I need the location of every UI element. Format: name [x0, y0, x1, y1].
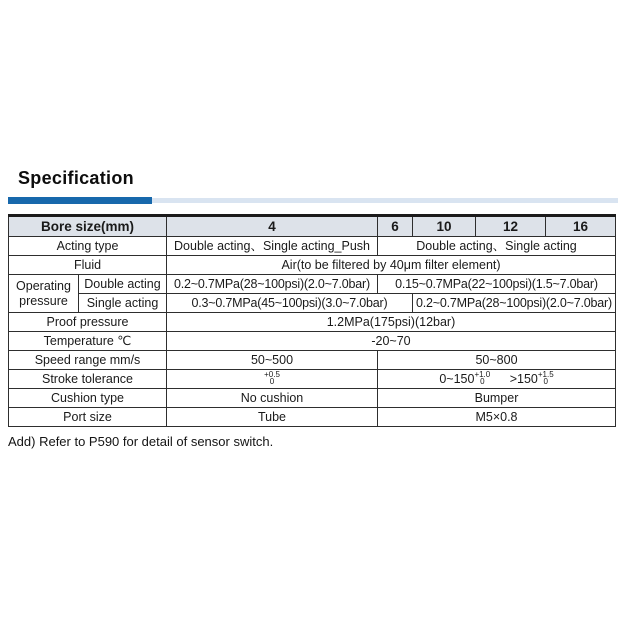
title-underline-dark-bar: [8, 197, 152, 204]
cushion-type-label: Cushion type: [9, 389, 167, 408]
stroke-tolerance-bore6-16: [378, 370, 616, 389]
stroke-tolerance-seg1: [439, 372, 493, 386]
title-underline-light-bar: [152, 198, 618, 203]
stroke-tolerance-bore4-stack: [264, 371, 280, 385]
row-speed-range: [9, 351, 616, 370]
stroke-tolerance-seg1-text: 0~150: [439, 371, 475, 386]
cushion-type-bore4: No cushion: [167, 389, 378, 408]
stroke-tolerance-bore4: [167, 370, 378, 389]
stroke-tolerance-seg2-stack: [538, 371, 554, 385]
footnote: Add) Refer to P590 for detail of sensor switch.: [8, 434, 274, 449]
row-proof-pressure: [9, 313, 616, 332]
stroke-tolerance-label: Stroke tolerance: [9, 370, 167, 389]
bore-header-12: 12: [476, 216, 546, 237]
bore-header-4: 4: [167, 216, 378, 237]
bore-header-6: 6: [378, 216, 413, 237]
bore-size-label: Bore size(mm): [9, 216, 167, 237]
cushion-type-bore6-16: Bumper: [378, 389, 616, 408]
row-operating-pressure-double: [9, 275, 616, 294]
pressure-double-bore4: 0.2~0.7MPa(28~100psi)(2.0~7.0bar): [167, 275, 378, 294]
stroke-tolerance-seg1-lower: 0: [480, 377, 485, 387]
pressure-single-bore4-6: 0.3~0.7MPa(45~100psi)(3.0~7.0bar): [167, 294, 413, 313]
stroke-tolerance-seg2: [510, 372, 554, 386]
speed-range-bore6-16: 50~800: [378, 351, 616, 370]
row-acting-type: [9, 237, 616, 256]
row-cushion-type: [9, 389, 616, 408]
pressure-single-bore10-16: 0.2~0.7MPa(28~100psi)(2.0~7.0bar): [413, 294, 616, 313]
fluid-label: Fluid: [9, 256, 167, 275]
proof-pressure-value: 1.2MPa(175psi)(12bar): [167, 313, 616, 332]
bore-header-10: 10: [413, 216, 476, 237]
acting-type-bore6-16: Double acting、Single acting: [378, 237, 616, 256]
specification-table: [8, 214, 616, 427]
double-acting-sublabel: Double acting: [79, 275, 167, 294]
stroke-tolerance-seg1-stack: [474, 371, 490, 385]
speed-range-bore4: 50~500: [167, 351, 378, 370]
stroke-tolerance-bore4-lower: 0: [269, 377, 275, 387]
single-acting-sublabel: Single acting: [79, 294, 167, 313]
stroke-tolerance-seg2-lower: 0: [543, 377, 548, 387]
temperature-value: -20~70: [167, 332, 616, 351]
row-fluid: [9, 256, 616, 275]
operating-pressure-label-line1: Operating: [16, 278, 71, 293]
fluid-value: Air(to be filtered by 40μm filter element): [167, 256, 616, 275]
stroke-tolerance-seg1-upper: +1.0: [474, 370, 491, 380]
temperature-label: Temperature ℃: [9, 332, 167, 351]
row-port-size: [9, 408, 616, 427]
acting-type-bore4: Double acting、Single acting_Push: [167, 237, 378, 256]
port-size-bore6-16: M5×0.8: [378, 408, 616, 427]
stroke-tolerance-bore4-upper: +0.5: [264, 370, 280, 380]
port-size-bore4: Tube: [167, 408, 378, 427]
row-bore-size: [9, 216, 616, 237]
pressure-double-bore6-16: 0.15~0.7MPa(22~100psi)(1.5~7.0bar): [378, 275, 616, 294]
acting-type-label: Acting type: [9, 237, 167, 256]
row-operating-pressure-single: [9, 294, 616, 313]
title-underline: [8, 197, 618, 204]
speed-range-label: Speed range mm/s: [9, 351, 167, 370]
row-stroke-tolerance: [9, 370, 616, 389]
stroke-tolerance-seg2-text: >150: [509, 371, 538, 386]
port-size-label: Port size: [9, 408, 167, 427]
row-temperature: [9, 332, 616, 351]
title-block: [8, 168, 618, 204]
proof-pressure-label: Proof pressure: [9, 313, 167, 332]
bore-header-16: 16: [546, 216, 616, 237]
page-title: Specification: [18, 168, 134, 188]
operating-pressure-label: [9, 275, 79, 313]
operating-pressure-label-line2: pressure: [19, 293, 68, 308]
stroke-tolerance-seg2-upper: +1.5: [537, 370, 554, 380]
